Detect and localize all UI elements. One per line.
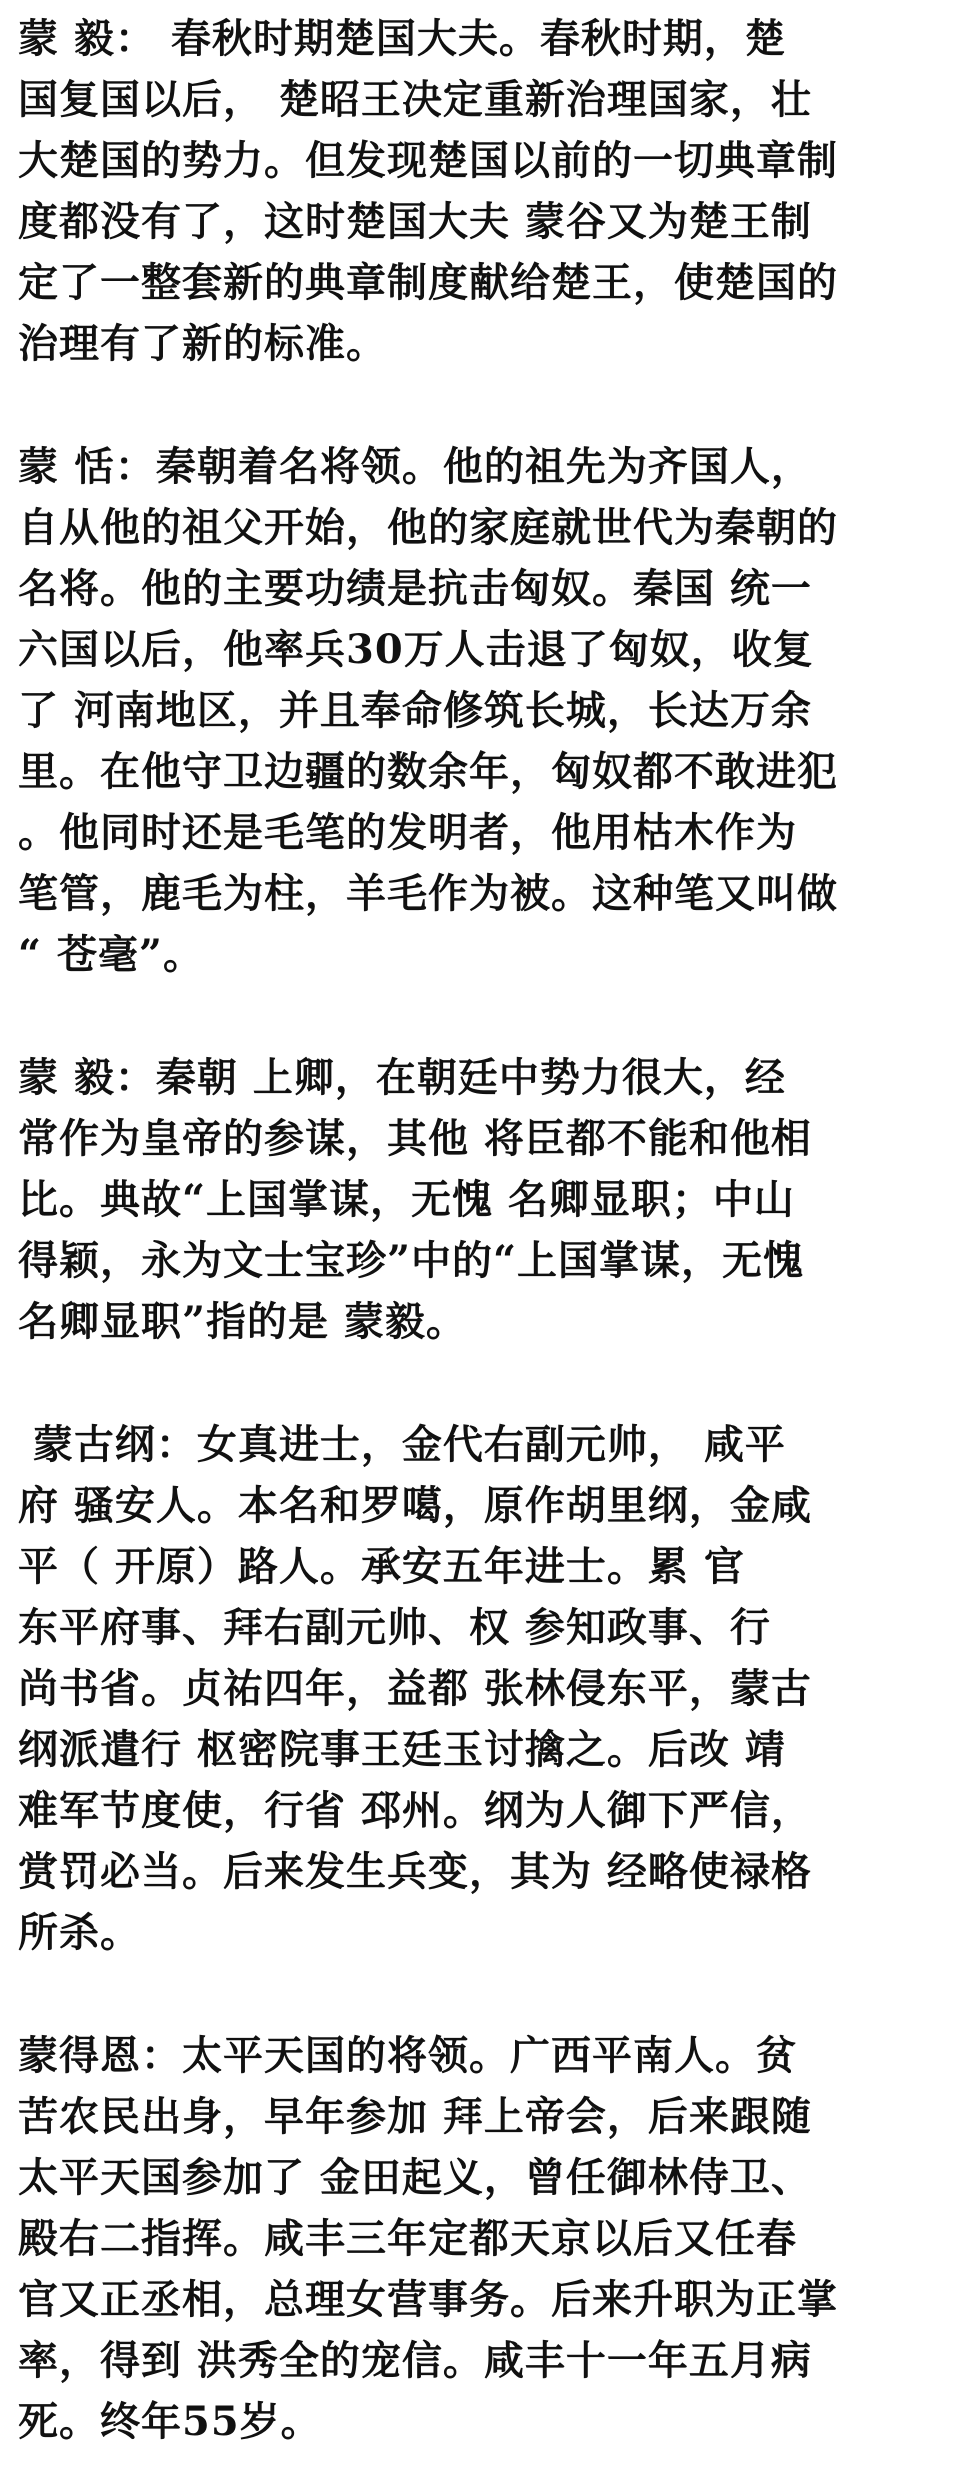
text-line: 难军节度使，行省 邳州。纲为人御下严信， <box>18 1787 812 1834</box>
text-line: 殿右二指挥。咸丰三年定都天京以后又任春 <box>18 2215 797 2262</box>
text-line: 度都没有了，这时楚国大夫 蒙谷又为楚王制 <box>18 198 812 245</box>
text-line: 尚书省。贞祐四年，益都 张林侵东平，蒙古 <box>18 1665 812 1712</box>
text-line: 得颖，永为文士宝珍”中的“上国掌谋，无愧 <box>18 1237 805 1284</box>
text-line: 笔管，鹿毛为柱，羊毛作为被。这种笔又叫做 <box>18 870 838 917</box>
paragraph-meng-deen <box>18 2025 962 2452</box>
text-line: 蒙 毅： 春秋时期楚国大夫。春秋时期，楚 <box>18 15 786 62</box>
text-line: 大楚国的势力。但发现楚国以前的一切典章制 <box>18 137 838 184</box>
text-line: 太平天国参加了 金田起义，曾任御林侍卫、 <box>18 2154 812 2201</box>
text-line: 死。终年55岁。 <box>18 2398 322 2445</box>
paragraph-meng-gugang <box>18 1414 962 1963</box>
text-line: 国复国以后， 楚昭王决定重新治理国家，壮 <box>18 76 812 123</box>
text-line: 率，得到 洪秀全的宠信。咸丰十一年五月病 <box>18 2337 812 2384</box>
text-line: 官又正丞相，总理女营事务。后来升职为正掌 <box>18 2276 838 2323</box>
paragraph-meng-tian <box>18 436 962 985</box>
text-line: 蒙 毅：秦朝 上卿，在朝廷中势力很大，经 <box>18 1054 786 1101</box>
text-line: 蒙得恩：太平天国的将领。广西平南人。贫 <box>18 2032 797 2079</box>
text-line: 苦农民出身，早年参加 拜上帝会，后来跟随 <box>18 2093 812 2140</box>
text-line: 六国以后，他率兵30万人击退了匈奴，收复 <box>18 626 814 673</box>
paragraph-meng-yi-chunqiu <box>18 8 962 374</box>
text-line: 蒙 恬：秦朝着名将领。他的祖先为齐国人， <box>18 443 812 490</box>
text-line: 所杀。 <box>18 1909 141 1956</box>
text-line: 蒙古纲：女真进士，金代右副元帅， 咸平 <box>18 1421 786 1468</box>
text-line: 平（ 开原）路人。承安五年进士。累 官 <box>18 1543 745 1590</box>
text-line: 常作为皇帝的参谋，其他 将臣都不能和他相 <box>18 1115 812 1162</box>
text-line: “ 苍毫”。 <box>18 931 204 978</box>
text-line: 了 河南地区，并且奉命修筑长城，长达万余 <box>18 687 812 734</box>
text-line: 纲派遣行 枢密院事王廷玉讨擒之。后改 靖 <box>18 1726 786 1773</box>
text-line: 定了一整套新的典章制度献给楚王，使楚国的 <box>18 259 838 306</box>
text-line: 里。在他守卫边疆的数余年，匈奴都不敢进犯 <box>18 748 838 795</box>
text-line: 名将。他的主要功绩是抗击匈奴。秦国 统一 <box>18 565 812 612</box>
text-line: 名卿显职”指的是 蒙毅。 <box>18 1298 467 1345</box>
text-line: 比。典故“上国掌谋，无愧 名卿显职；中山 <box>18 1176 795 1223</box>
text-line: 。他同时还是毛笔的发明者，他用枯木作为 <box>18 809 797 856</box>
text-line: 自从他的祖父开始，他的家庭就世代为秦朝的 <box>18 504 838 551</box>
text-line: 赏罚必当。后来发生兵变，其为 经略使禄格 <box>18 1848 812 1895</box>
paragraph-meng-yi-qin <box>18 1047 962 1352</box>
text-line: 府 骚安人。本名和罗噶，原作胡里纲，金咸 <box>18 1482 812 1529</box>
text-line: 东平府事、拜右副元帅、权 参知政事、行 <box>18 1604 771 1651</box>
text-line: 治理有了新的标准。 <box>18 320 387 367</box>
